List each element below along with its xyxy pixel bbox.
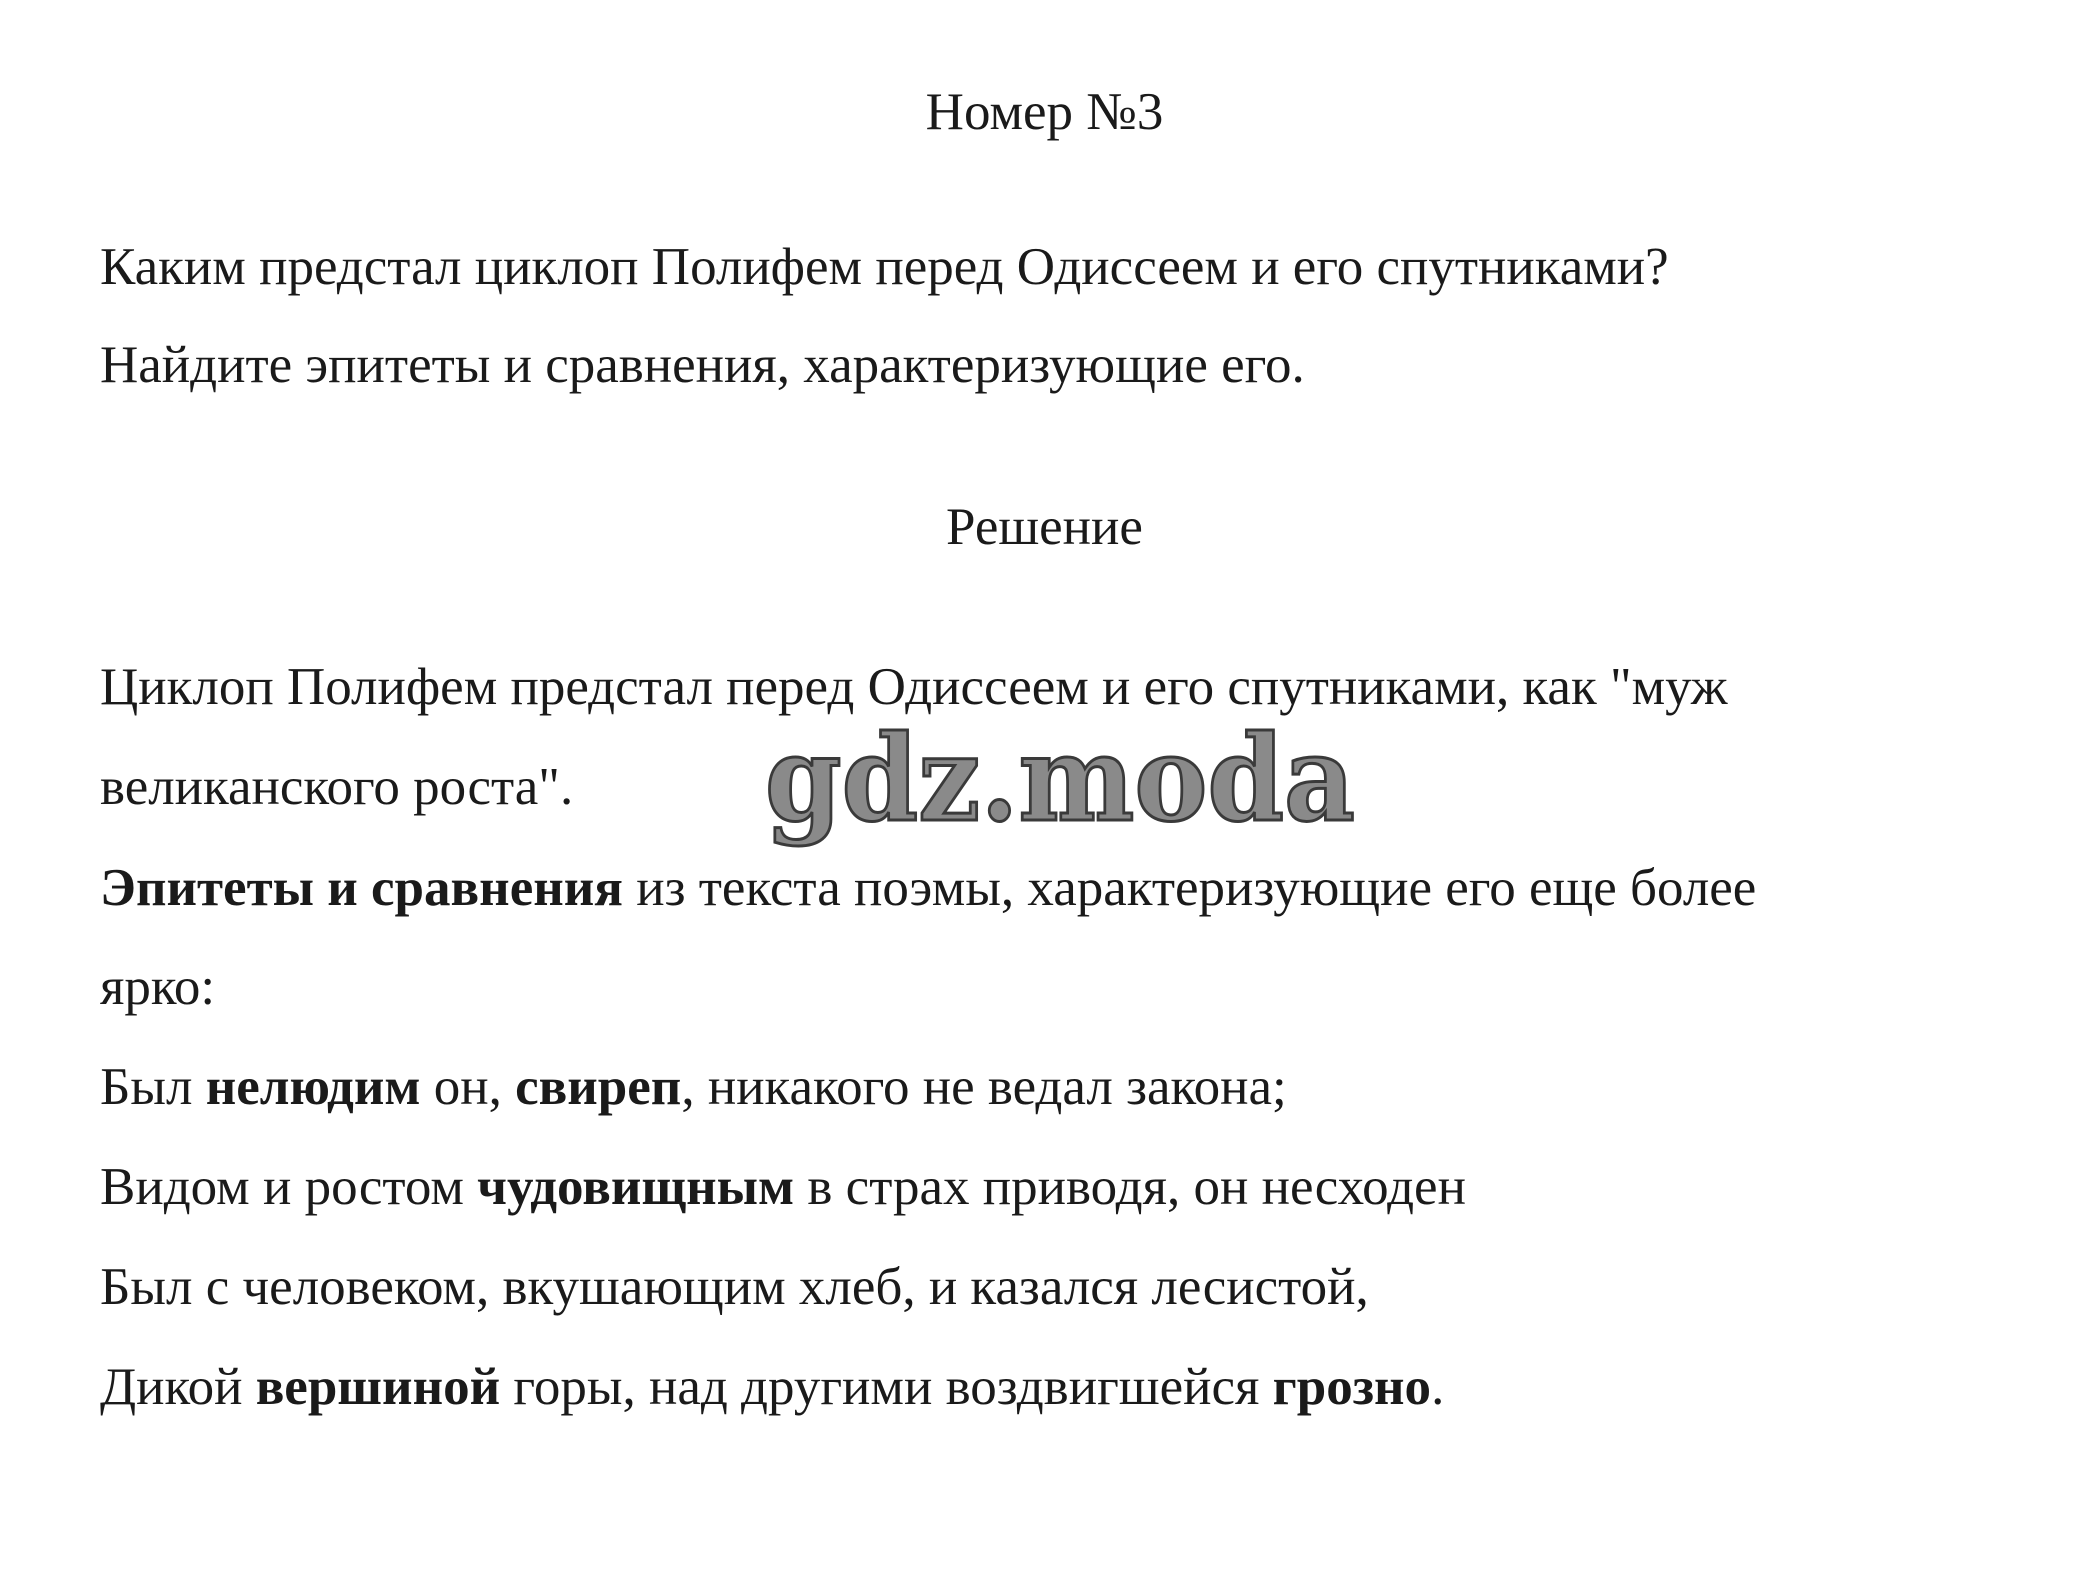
- verse-epithet: чудовищным: [477, 1158, 795, 1216]
- watermark-logo: [765, 720, 1365, 860]
- verse-text: горы, над другими воздвигшейся: [500, 1358, 1273, 1416]
- verse-epithet: нелюдим: [205, 1058, 421, 1116]
- answer-intro-line-1: Циклоп Полифем предстал перед Одиссеем и его спутниками, как "муж: [100, 658, 1728, 716]
- epithets-line-1: [100, 856, 1756, 920]
- verse-epithet: грозно: [1272, 1358, 1432, 1416]
- solution-heading: Решение: [946, 498, 1143, 556]
- verse-epithet: свиреп: [515, 1058, 682, 1116]
- verse-epithet: вершиной: [255, 1358, 501, 1416]
- verse-text: , никакого не ведал закона;: [681, 1058, 1287, 1116]
- verse-text: он,: [420, 1058, 516, 1116]
- verse-text: Был: [100, 1058, 206, 1116]
- epithets-label: Эпитеты и сравнения: [100, 859, 623, 917]
- verse-text: Видом и ростом: [100, 1158, 478, 1216]
- epithets-line-2: ярко:: [100, 958, 216, 1016]
- answer-intro-line-2: великанского роста".: [100, 758, 574, 816]
- watermark-text: gdz.moda: [765, 720, 1355, 848]
- verse-line-1: [100, 1055, 1287, 1119]
- epithets-text: из текста поэмы, характеризующие его еще более: [622, 859, 1757, 917]
- page-title: Номер №3: [925, 83, 1164, 141]
- verse-line-3: Был с человеком, вкушающим хлеб, и казался лесистой,: [100, 1258, 1369, 1316]
- verse-text: в страх приводя, он несходен: [794, 1158, 1466, 1216]
- question-line-2: Найдите эпитеты и сравнения, характеризующие его.: [100, 336, 1305, 394]
- verse-text: Дикой: [100, 1358, 256, 1416]
- verse-line-2: [100, 1155, 1466, 1219]
- question-line-1: Каким предстал циклоп Полифем перед Одиссеем и его спутниками?: [100, 238, 1669, 296]
- verse-text: .: [1431, 1358, 1445, 1416]
- verse-line-4: [100, 1355, 1444, 1419]
